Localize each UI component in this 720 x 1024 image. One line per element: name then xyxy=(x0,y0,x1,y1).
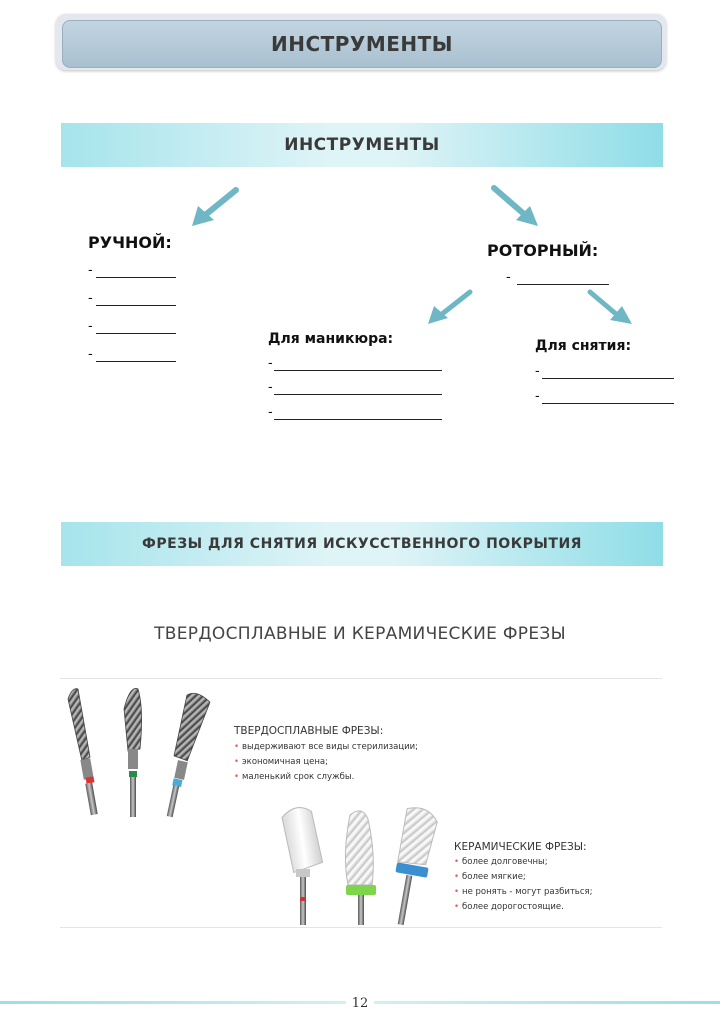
manicure-label: Для маникюра: xyxy=(268,331,394,347)
carbide-item: • маленький срок службы. xyxy=(234,772,355,782)
removal-line-1: - xyxy=(535,364,674,379)
arrow-down-right-icon xyxy=(586,288,636,328)
rotary-line-1: - xyxy=(506,270,609,285)
graphic-title: ТВЕРДОСПЛАВНЫЕ И КЕРАМИЧЕСКИЕ ФРЕЗЫ xyxy=(154,624,566,644)
ceramic-item: • более долговечны; xyxy=(454,857,548,867)
section-band-instruments xyxy=(61,123,663,167)
ceramic-item: • более мягкие; xyxy=(454,872,526,882)
header-title: ИНСТРУМЕНТЫ xyxy=(270,32,454,56)
manual-line-2: - xyxy=(88,291,176,306)
manicure-line-1: - xyxy=(268,356,442,371)
manual-line-4: - xyxy=(88,347,176,362)
arrow-down-right-icon xyxy=(486,182,546,232)
manicure-line-2: - xyxy=(268,380,442,395)
section-band-burs xyxy=(61,522,663,566)
carbide-bur-icon xyxy=(60,679,230,819)
band-title: ИНСТРУМЕНТЫ xyxy=(284,135,440,155)
ceramic-title: КЕРАМИЧЕСКИЕ ФРЕЗЫ: xyxy=(454,841,587,853)
rotary-label: РОТОРНЫЙ: xyxy=(487,241,599,260)
page-header xyxy=(62,20,662,68)
burs-illustration xyxy=(60,678,662,928)
ceramic-item: • не ронять - могут разбиться; xyxy=(454,887,593,897)
manual-label: РУЧНОЙ: xyxy=(88,233,172,252)
manicure-line-3: - xyxy=(268,405,442,420)
removal-line-2: - xyxy=(535,389,674,404)
manual-line-3: - xyxy=(88,319,176,334)
arrow-down-left-icon xyxy=(186,184,246,230)
carbide-title: ТВЕРДОСПЛАВНЫЕ ФРЕЗЫ: xyxy=(234,725,384,737)
ceramic-bur-icon xyxy=(272,805,452,927)
page-number: 12 xyxy=(0,996,720,1011)
ceramic-item: • более дорогостоящие. xyxy=(454,902,564,912)
carbide-item: • выдерживают все виды стерилизации; xyxy=(234,742,419,752)
arrow-down-left-icon xyxy=(424,288,478,328)
manual-line-1: - xyxy=(88,263,176,278)
removal-label: Для снятия: xyxy=(535,338,632,354)
carbide-item: • экономичная цена; xyxy=(234,757,328,767)
band-title: ФРЕЗЫ ДЛЯ СНЯТИЯ ИСКУССТВЕННОГО ПОКРЫТИЯ xyxy=(142,536,582,552)
